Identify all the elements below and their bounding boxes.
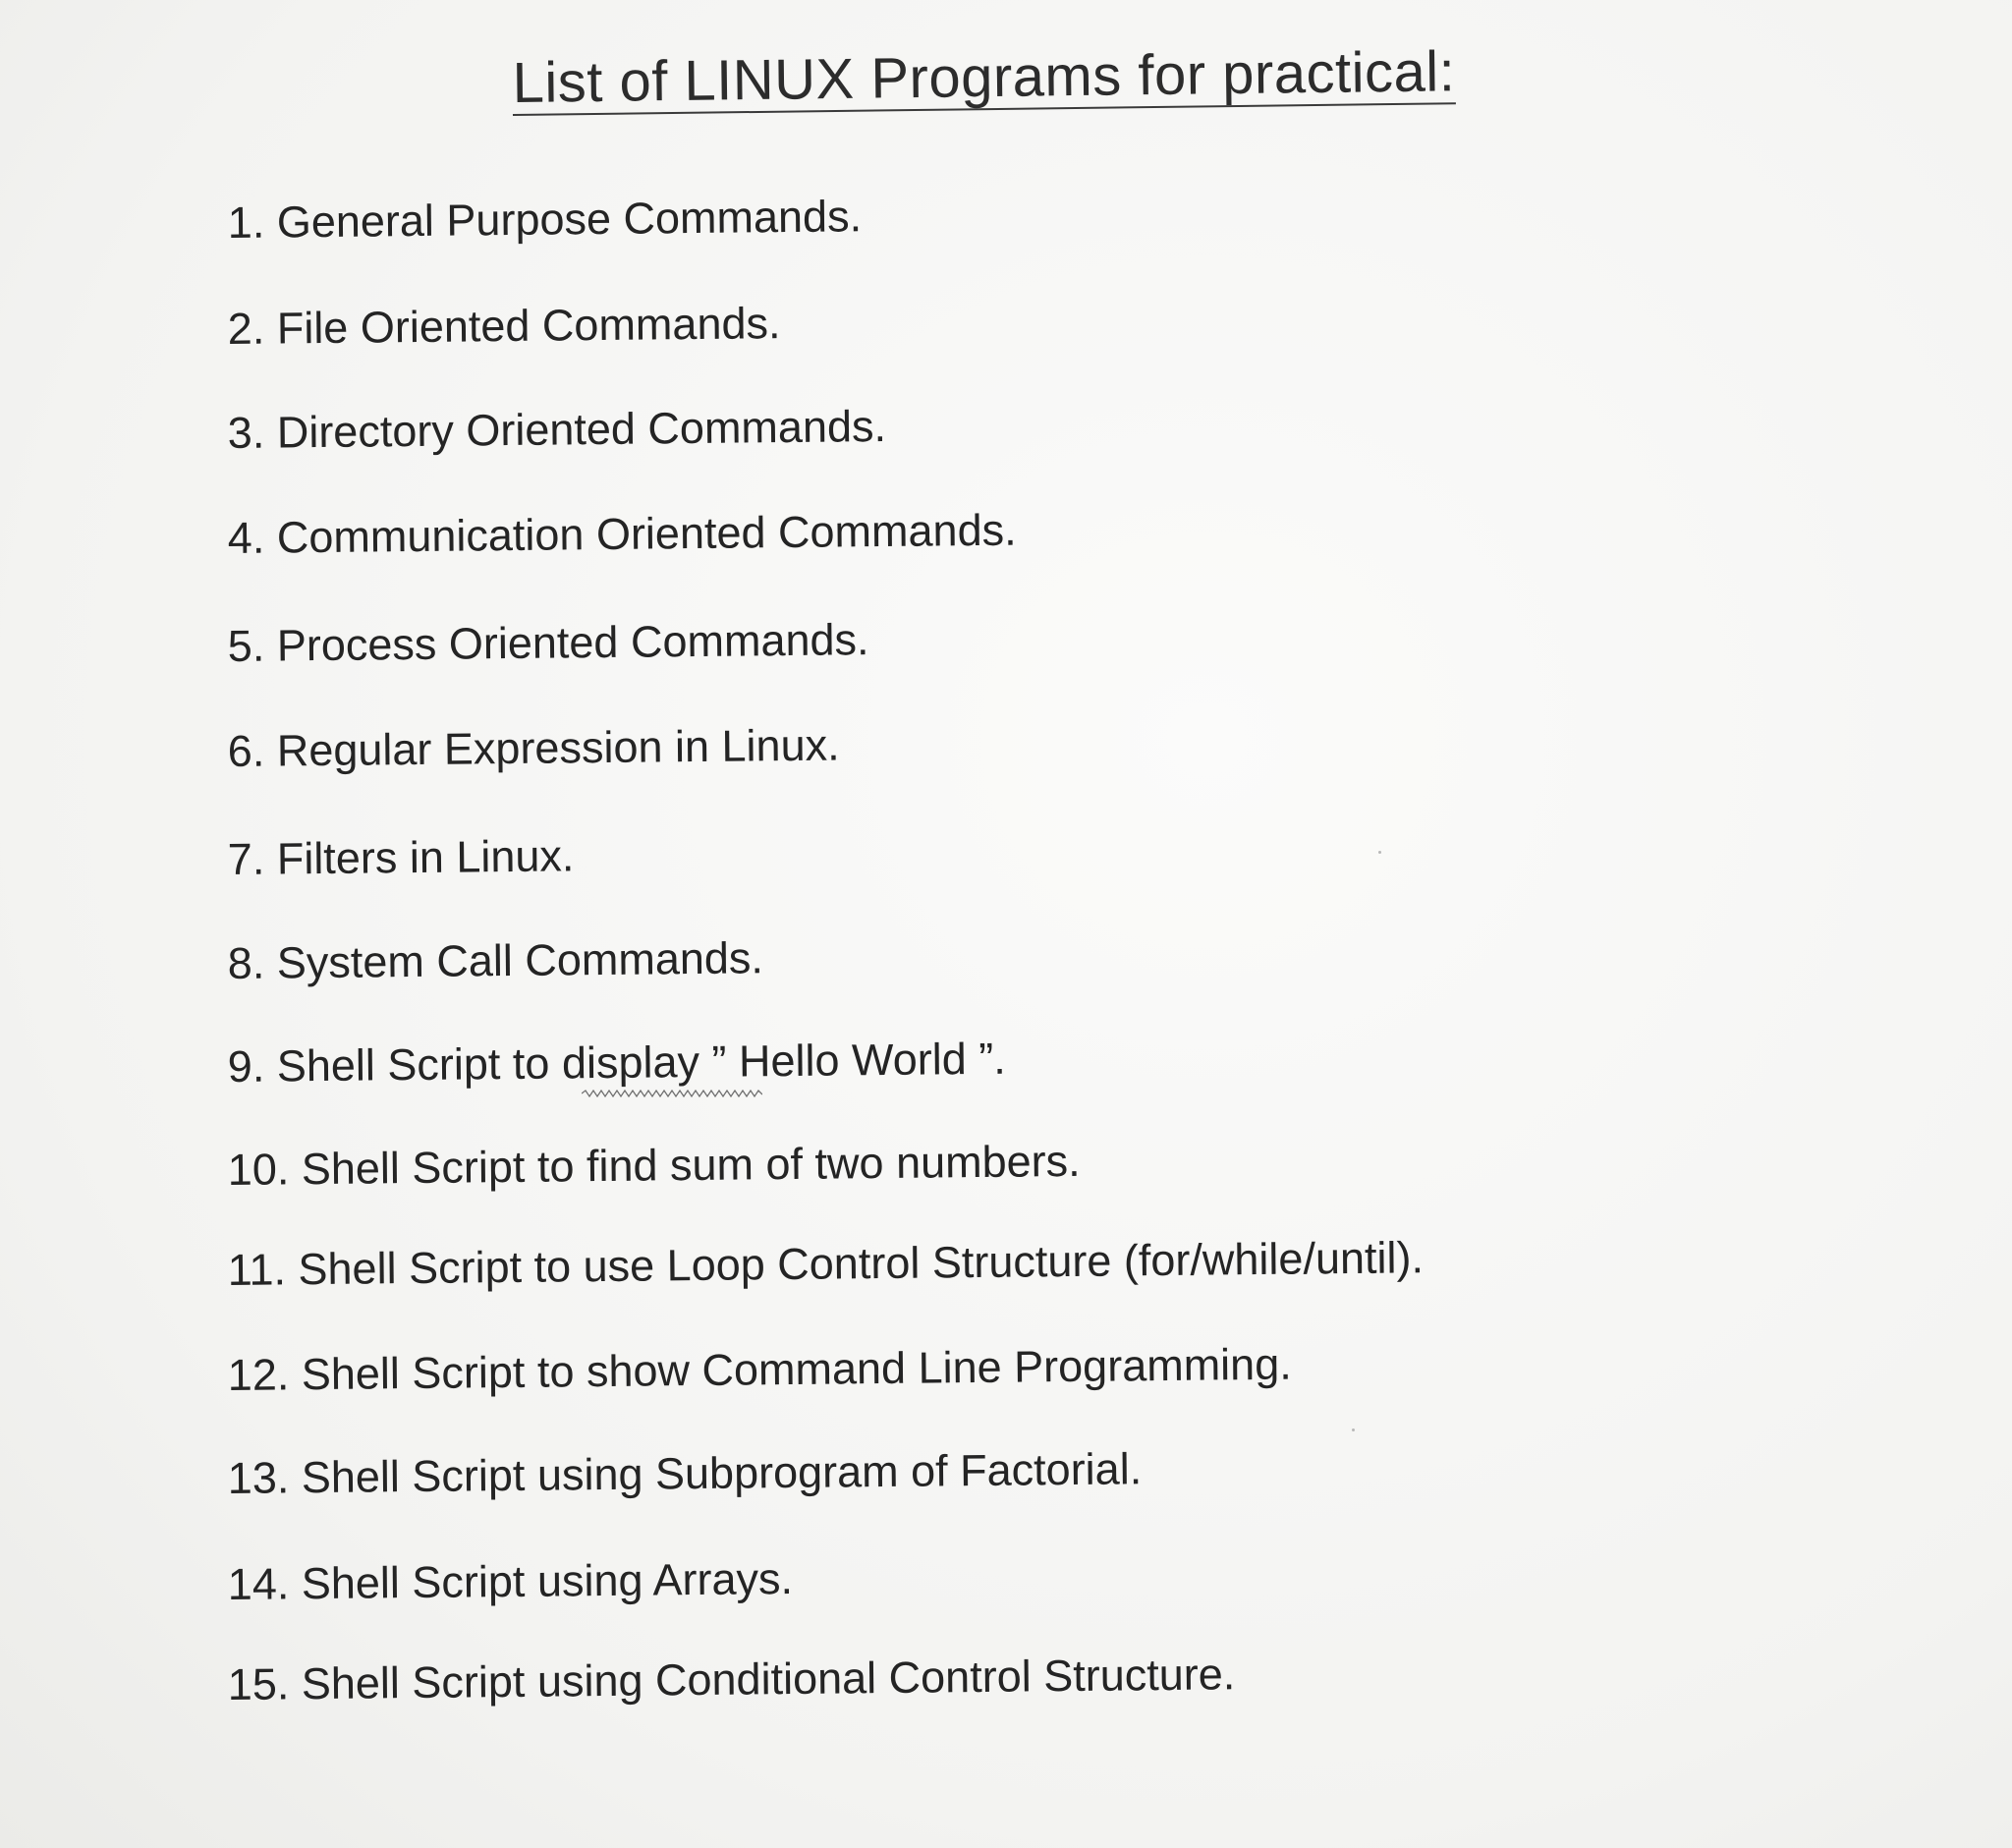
list-item: 9. Shell Script to display ” Hello World ”. <box>227 1033 1006 1092</box>
list-item: 4. Communication Oriented Commands. <box>227 504 1017 563</box>
page-title: List of LINUX Programs for practical: <box>512 39 1456 116</box>
list-item: 11. Shell Script to use Loop Control Structure (for/while/until). <box>227 1232 1425 1295</box>
list-item: 8. System Call Commands. <box>227 932 764 988</box>
list-item: 3. Directory Oriented Commands. <box>227 400 887 458</box>
spellcheck-underline <box>582 1089 762 1098</box>
list-item: 5. Process Oriented Commands. <box>227 614 869 671</box>
list-item: 15. Shell Script using Conditional Control Structure. <box>227 1649 1236 1709</box>
paper-speck <box>1378 851 1381 854</box>
paper-speck <box>1352 1428 1355 1431</box>
list-item: 7. Filters in Linux. <box>227 830 575 884</box>
list-item: 14. Shell Script using Arrays. <box>227 1552 794 1609</box>
list-item: 12. Shell Script to show Command Line Programming. <box>227 1338 1292 1400</box>
list-item: 6. Regular Expression in Linux. <box>227 719 840 776</box>
list-item: 1. General Purpose Commands. <box>227 191 863 248</box>
list-item: 13. Shell Script using Subprogram of Factorial. <box>227 1443 1143 1503</box>
list-item: 2. File Oriented Commands. <box>227 298 781 354</box>
list-item: 10. Shell Script to find sum of two numbers. <box>227 1135 1081 1195</box>
